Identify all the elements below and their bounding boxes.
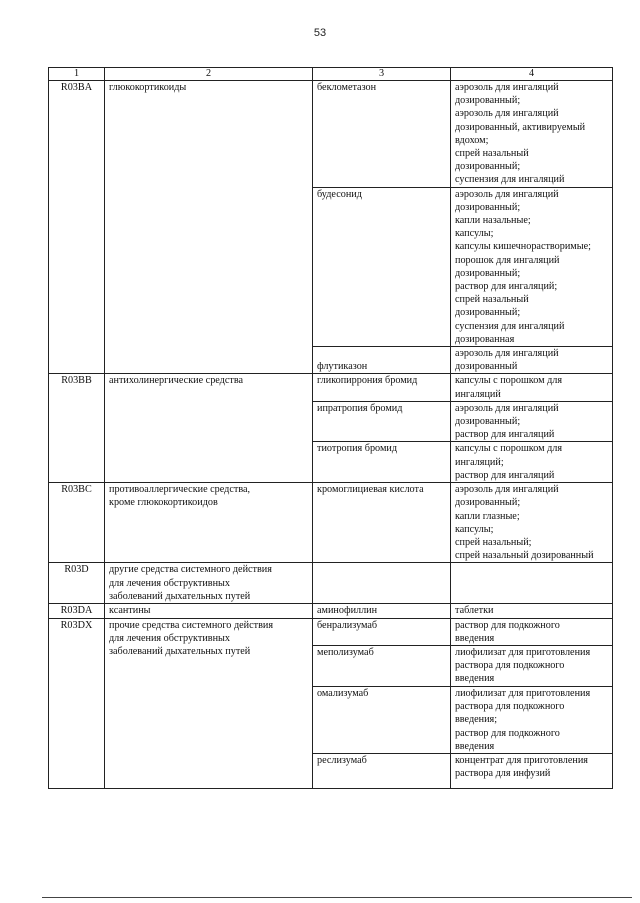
table-row bbox=[49, 374, 613, 401]
drug-name: бенрализумаб bbox=[313, 618, 451, 645]
drug-name bbox=[313, 563, 451, 604]
atc-code: R03D bbox=[49, 563, 105, 604]
column-header-3: 3 bbox=[313, 68, 451, 81]
drug-name: аминофиллин bbox=[313, 604, 451, 618]
drug-name: флутиказон bbox=[313, 347, 451, 374]
table-row bbox=[49, 563, 613, 604]
drug-name: кромоглициевая кислота bbox=[313, 483, 451, 563]
column-header-4: 4 bbox=[451, 68, 613, 81]
dosage-forms: капсулы с порошком для ингаляций bbox=[451, 374, 613, 401]
atc-code: R03DX bbox=[49, 618, 105, 788]
drug-name: будесонид bbox=[313, 187, 451, 346]
dosage-forms: капсулы с порошком для ингаляций; раствор для ингаляций bbox=[451, 442, 613, 483]
drug-name: омализумаб bbox=[313, 686, 451, 753]
drug-name: тиотропия бромид bbox=[313, 442, 451, 483]
dosage-forms: аэрозоль для ингаляций дозированный; капли назальные; капсулы; капсулы кишечнорастворимые; порошок для ингаляций дозированный; раствор для ингаляций; спрей назальный дозированный; суспензия для ингаляций дозированная bbox=[451, 187, 613, 346]
drug-name: меполизумаб bbox=[313, 645, 451, 686]
atc-code: R03BB bbox=[49, 374, 105, 483]
drug-name: реслизумаб bbox=[313, 753, 451, 788]
group-name: антихолинергические средства bbox=[105, 374, 313, 483]
dosage-forms bbox=[451, 563, 613, 604]
atc-code: R03BC bbox=[49, 483, 105, 563]
dosage-forms: лиофилизат для приготовления раствора для подкожного введения bbox=[451, 645, 613, 686]
dosage-forms: лиофилизат для приготовления раствора для подкожного введения; раствор для подкожного введения bbox=[451, 686, 613, 753]
dosage-forms: концентрат для приготовления раствора для инфузий bbox=[451, 753, 613, 788]
atc-code: R03DA bbox=[49, 604, 105, 618]
table-row bbox=[49, 604, 613, 618]
dosage-forms: аэрозоль для ингаляций дозированный; раствор для ингаляций bbox=[451, 401, 613, 442]
dosage-forms: аэрозоль для ингаляций дозированный bbox=[451, 347, 613, 374]
group-name: ксантины bbox=[105, 604, 313, 618]
group-name: глюкокортикоиды bbox=[105, 81, 313, 374]
dosage-forms: раствор для подкожного введения bbox=[451, 618, 613, 645]
drug-table bbox=[48, 67, 613, 789]
group-name: прочие средства системного действия для лечения обструктивных заболеваний дыхательных путей bbox=[105, 618, 313, 788]
table-row bbox=[49, 618, 613, 645]
header-row bbox=[49, 68, 613, 81]
drug-name: беклометазон bbox=[313, 81, 451, 188]
column-header-1: 1 bbox=[49, 68, 105, 81]
drug-name: гликопиррония бромид bbox=[313, 374, 451, 401]
dosage-forms: аэрозоль для ингаляций дозированный; капли глазные; капсулы; спрей назальный; спрей назальный дозированный bbox=[451, 483, 613, 563]
group-name: другие средства системного действия для лечения обструктивных заболеваний дыхательных путей bbox=[105, 563, 313, 604]
dosage-forms: аэрозоль для ингаляций дозированный; аэрозоль для ингаляций дозированный, активируемый вдохом; спрей назальный дозированный; суспензия для ингаляций bbox=[451, 81, 613, 188]
table-row bbox=[49, 483, 613, 563]
group-name: противоаллергические средства, кроме глюкокортикоидов bbox=[105, 483, 313, 563]
column-header-2: 2 bbox=[105, 68, 313, 81]
page-number: 53 bbox=[313, 27, 327, 39]
table-row bbox=[49, 81, 613, 188]
drug-name: ипратропия бромид bbox=[313, 401, 451, 442]
footer-rule bbox=[42, 897, 632, 898]
atc-code: R03BA bbox=[49, 81, 105, 374]
dosage-forms: таблетки bbox=[451, 604, 613, 618]
